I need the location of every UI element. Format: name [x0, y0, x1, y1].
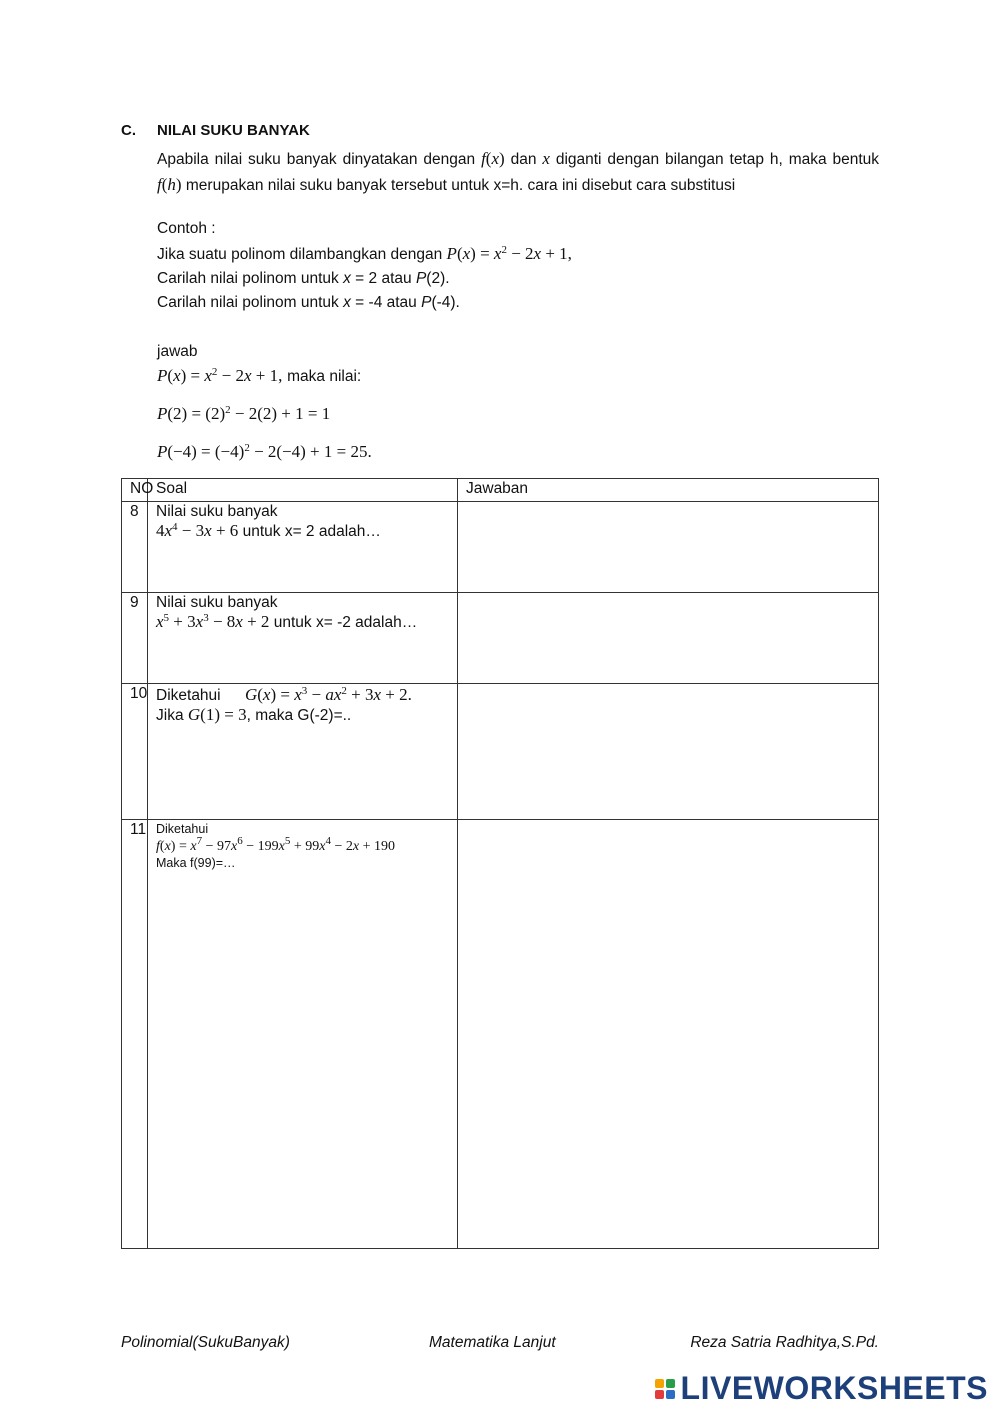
question-line: Jika G(1) = 3, maka G(-2)=.. [156, 705, 352, 724]
logo-grid-icon [655, 1379, 675, 1399]
example-line-3-c: (-4). [431, 294, 460, 311]
question-number: 8 [122, 502, 148, 593]
math-px-definition: $P(x) = x^2 - 2x + 1$, [446, 243, 572, 263]
question-line-text: Diketahui [156, 687, 221, 704]
answer-p-minus4: $P(-4) = (-4)^2 - 2(-4) + 1 = 25$. [157, 441, 372, 461]
intro-paragraph [157, 146, 879, 198]
question-line: $x^5 + 3x^3 - 8x + 2$ untuk x= -2 adalah… [156, 611, 418, 631]
question-text [148, 502, 458, 593]
question-line: Maka f(99)=… [156, 856, 236, 870]
question-tail: untuk x= 2 adalah… [242, 523, 381, 540]
logo-text: LIVEWORKSHEETS [680, 1370, 988, 1406]
section-title: NILAI SUKU BANYAK [157, 122, 310, 139]
example-line-2: Carilah nilai polinom untuk x = 2 atau P(2). [157, 270, 450, 287]
table-header-row [122, 479, 879, 502]
example-line-2-b: = 2 atau [355, 270, 412, 287]
question-line: Diketahui [156, 822, 209, 836]
header-soal: Soal [148, 479, 458, 502]
question-number: 10 [122, 684, 148, 820]
table-row [122, 593, 879, 684]
question-table [121, 478, 879, 1249]
intro-text-4: merupakan nilai suku banyak tersebut untuk x=h. cara ini disebut cara substitusi [185, 177, 736, 194]
table-row [122, 684, 879, 820]
example-line-3-b: = -4 atau [355, 294, 417, 311]
answer-p2: $P(2) = (2)^2 - 2(2) + 1 = 1$ [157, 403, 331, 423]
intro-text-3: diganti dengan bilangan tetap h, maka bentuk [555, 151, 880, 168]
example-line-3: Carilah nilai polinom untuk x = -4 atau P(-4). [157, 294, 460, 311]
footer-left: Polinomial(SukuBanyak) [121, 1334, 290, 1351]
question-text [148, 820, 458, 1249]
question-number: 11 [122, 820, 148, 1249]
header-jawaban: Jawaban [458, 479, 879, 502]
question-number: 9 [122, 593, 148, 684]
math-fx: f(x) [481, 149, 505, 168]
table-row [122, 502, 879, 593]
example-line-3-a: Carilah nilai polinom untuk [157, 294, 339, 311]
math-fh: f(h) [157, 175, 182, 194]
answer-cell[interactable] [458, 502, 879, 593]
question-line: $4x^4 - 3x + 6$ untuk x= 2 adalah… [156, 520, 381, 540]
math-px-answer: $P(x) = x^2 - 2x + 1$, [157, 365, 283, 385]
footer-center: Matematika Lanjut [429, 1334, 556, 1351]
question-line: Diketahui $G(x) = x^3 - ax^2 + 3x + 2$. [156, 684, 412, 704]
liveworksheets-logo [655, 1370, 988, 1407]
question-text [148, 684, 458, 820]
answer-cell[interactable] [458, 820, 879, 1249]
answer-cell[interactable] [458, 593, 879, 684]
question-line: Nilai suku banyak [156, 594, 278, 611]
section-letter: C. [121, 122, 136, 139]
answer-line-1-text: maka nilai: [287, 368, 362, 385]
question-line-text: , maka G(-2)=.. [246, 707, 352, 724]
answer-label: jawab [157, 343, 198, 360]
example-label: Contoh : [157, 220, 216, 237]
header-no: NO [122, 479, 148, 502]
question-tail: untuk x= -2 adalah… [273, 614, 418, 631]
example-line-2-c: (2). [426, 270, 450, 287]
question-text [148, 593, 458, 684]
answer-cell[interactable] [458, 684, 879, 820]
example-line-1 [157, 244, 572, 264]
footer-right: Reza Satria Radhitya,S.Pd. [690, 1334, 879, 1351]
answer-line-1 [157, 366, 361, 386]
question-line-text: Jika [156, 707, 184, 724]
math-x: x [542, 149, 550, 168]
question-line: Nilai suku banyak [156, 503, 278, 520]
table-row [122, 820, 879, 1249]
example-line-2-a: Carilah nilai polinom untuk [157, 270, 339, 287]
question-line: $f(x) = x^7 - 97x^6 - 199x^5 + 99x^4 - 2x + 190$ [156, 834, 395, 854]
example-line-1-text: Jika suatu polinom dilambangkan dengan [157, 246, 443, 263]
intro-text-1: Apabila nilai suku banyak dinyatakan dengan [157, 151, 476, 168]
intro-text-2: dan [510, 151, 537, 168]
